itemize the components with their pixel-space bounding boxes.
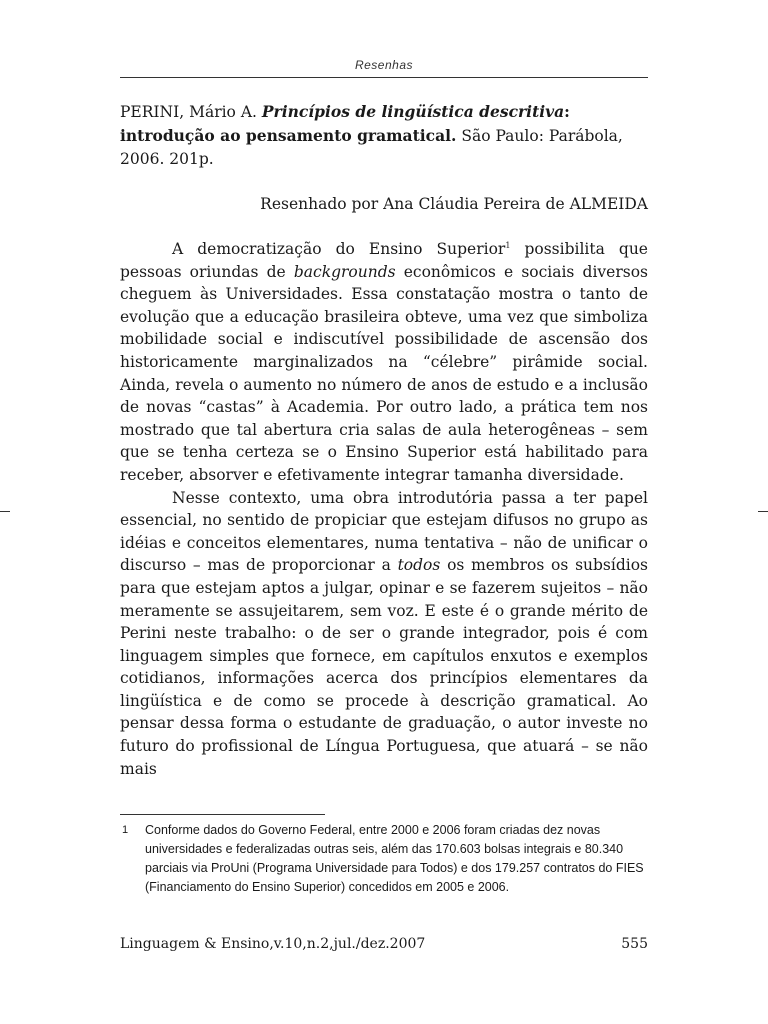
footer-journal-citation: Linguagem & Ensino,v.10,n.2,jul./dez.2007 [120,936,426,952]
crop-mark-left [0,511,10,512]
header-rule [120,77,648,78]
bibliographic-reference [120,100,648,171]
running-head: Resenhas [354,58,414,72]
paragraph-1-text-c: econômicos e sociais diversos cheguem às Universidades. Essa constatação mostra o tanto de evolução que a educação brasileira obteve, uma vez que simboliza mobilidade social e indiscutível possibilidade de ascensão dos historicamente marginalizados na “célebre” pirâmide social. Ainda, revela o aumento no número de anos de estudo e a inclusão de novas “castas” à Academia. Por outro lado, a prática tem nos mostrado que tal abertura cria salas de aula heterogêneas – sem que se tenha certeza se o Ensino Superior está habilitado para receber, absorver e efetivamente integrar tamanha diversidade. [120,262,648,484]
footnote [120,821,648,897]
reference-subtitle: introdução ao pensamento gramatical. [120,126,457,145]
footnote-text: Conforme dados do Governo Federal, entre 2000 e 2006 foram criadas dez novas universidades e federalizadas outras seis, além das 170.603 bolsas integrais e 80.340 parciais via ProUni (Programa Universidade para Todos) e dos 179.257 contratos do FIES (Financiamento do Ensino Superior) concedidos em 2005 e 2006. [145,823,644,894]
reference-author: PERINI, Mário A. [120,103,262,121]
paragraph-2 [120,487,648,781]
review-body [120,238,648,780]
footnote-rule [120,814,325,815]
footnote-reference: 1 [505,240,511,250]
reviewer-line: Resenhado por Ana Cláudia Pereira de ALMEIDA [260,195,648,213]
footnote-number: 1 [122,824,129,836]
paragraph-1-italic: backgrounds [293,262,396,281]
paragraph-1-text-a: A democratização do Ensino Superior [172,240,506,258]
paragraph-1-text-b: possibilita que pessoas oriundas de [120,240,648,281]
page-number: 555 [621,936,648,952]
reference-publication: São Paulo: Parábola, 2006. 201p. [120,127,623,168]
crop-mark-right [758,511,768,512]
paragraph-1 [120,238,648,487]
paragraph-2-italic: todos [397,556,441,575]
paragraph-2-text-a: Nesse contexto, uma obra introdutória passa a ter papel essencial, no sentido de propiciar que estejam difusos no grupo as idéias e conceitos elementares, numa tentativa – não de unificar o discurso – mas de proporcionar a [120,488,648,575]
reference-separator: : [564,102,570,121]
paragraph-2-text-b: os membros os subsídios para que estejam aptos a julgar, opinar e se fazerem sujeitos – não meramente se assujeitarem, sem voz. E este é o grande mérito de Perini neste trabalho: o de ser o grande integrador, pois é com linguagem simples que fornece, em capítulos enxutos e exemplos cotidianos, informações acerca dos princípios elementares da lingüística e de como se procede à descrição gramatical. Ao pensar dessa forma o estudante de graduação, o autor investe no futuro do profissional de Língua Portuguesa, que atuará – se não mais [120,556,649,778]
reference-title: Princípios de lingüística descritiva [261,102,565,121]
